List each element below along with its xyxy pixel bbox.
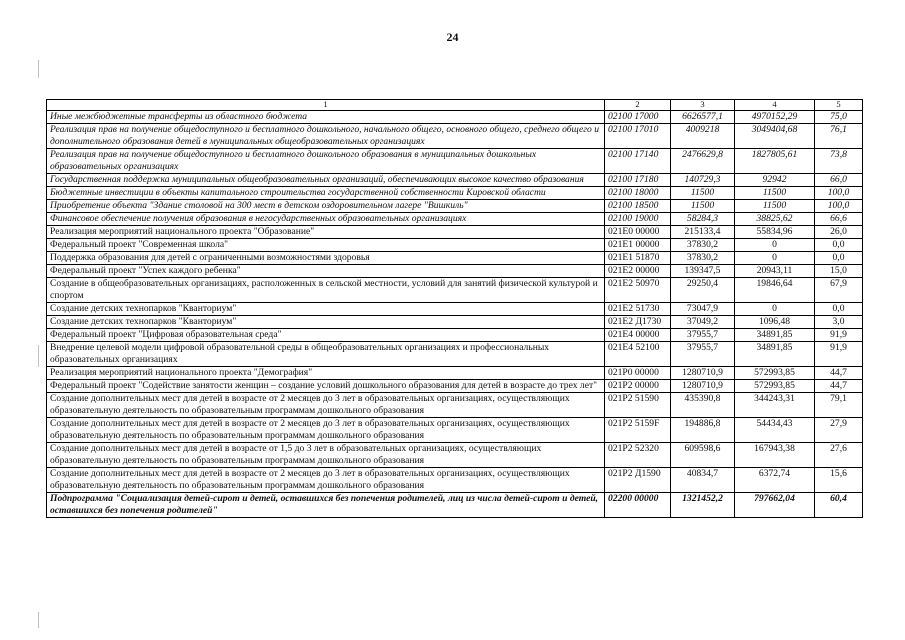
table-row <box>47 111 863 124</box>
planned-amount: 11500 <box>671 187 735 200</box>
execution-percent: 66,0 <box>815 174 863 187</box>
budget-classification-code: 021P2 Д1590 <box>605 468 671 493</box>
budget-item-name: Реализация прав на получение общедоступного и бесплатного дошкольного образования в муниципальных дошкольных образовательных организациях <box>47 149 605 174</box>
budget-item-name: Создание детских технопарков "Кванториум" <box>47 316 605 329</box>
budget-classification-code: 02100 17140 <box>605 149 671 174</box>
planned-amount: 140729,3 <box>671 174 735 187</box>
budget-classification-code: 02100 17180 <box>605 174 671 187</box>
execution-percent: 100,0 <box>815 187 863 200</box>
budget-classification-code: 021E2 00000 <box>605 265 671 278</box>
budget-item-name: Создание дополнительных мест для детей в возрасте от 1,5 до 3 лет в образовательных организациях, осуществляющих образовательную деятельность по образовательным программам дошкольного образования <box>47 443 605 468</box>
table-body <box>47 111 863 518</box>
scan-mark <box>38 60 39 78</box>
executed-amount: 344243,31 <box>735 393 815 418</box>
planned-amount: 1280710,9 <box>671 380 735 393</box>
planned-amount: 6626577,1 <box>671 111 735 124</box>
executed-amount: 54434,43 <box>735 418 815 443</box>
executed-amount: 19846,64 <box>735 278 815 303</box>
executed-amount: 572993,85 <box>735 367 815 380</box>
budget-classification-code: 021E2 50970 <box>605 278 671 303</box>
scan-mark <box>38 345 39 367</box>
execution-percent: 27,6 <box>815 443 863 468</box>
budget-item-name: Реализация мероприятий национального проекта "Демография" <box>47 367 605 380</box>
execution-percent: 3,0 <box>815 316 863 329</box>
column-header: 2 <box>605 100 671 111</box>
execution-percent: 0,0 <box>815 303 863 316</box>
execution-percent: 73,8 <box>815 149 863 174</box>
column-header: 4 <box>735 100 815 111</box>
planned-amount: 37830,2 <box>671 252 735 265</box>
execution-percent: 0,0 <box>815 239 863 252</box>
budget-classification-code: 021E0 00000 <box>605 226 671 239</box>
execution-percent: 67,9 <box>815 278 863 303</box>
table-row <box>47 278 863 303</box>
execution-percent: 79,1 <box>815 393 863 418</box>
table-row <box>47 380 863 393</box>
budget-item-name: Реализация прав на получение общедоступного и бесплатного дошкольного, начального общего, основного общего, среднего общего и дополнительного образования детей в муниципальных общеобразовательных организациях <box>47 124 605 149</box>
page-number: 24 <box>446 30 459 44</box>
table-row <box>47 149 863 174</box>
execution-percent: 26,0 <box>815 226 863 239</box>
table-row <box>47 200 863 213</box>
table-row <box>47 493 863 518</box>
table-row <box>47 393 863 418</box>
table-row <box>47 316 863 329</box>
budget-item-name: Создание детских технопарков "Кванториум" <box>47 303 605 316</box>
budget-classification-code: 021E1 00000 <box>605 239 671 252</box>
executed-amount: 572993,85 <box>735 380 815 393</box>
budget-classification-code: 02100 19000 <box>605 213 671 226</box>
executed-amount: 6372,74 <box>735 468 815 493</box>
executed-amount: 11500 <box>735 187 815 200</box>
table-row <box>47 329 863 342</box>
table-row <box>47 265 863 278</box>
budget-item-name: Создание дополнительных мест для детей в возрасте от 2 месяцев до 3 лет в образовательных организациях, осуществляющих образовательную деятельность по образовательным программам дошкольного образования <box>47 468 605 493</box>
planned-amount: 609598,6 <box>671 443 735 468</box>
planned-amount: 2476629,8 <box>671 149 735 174</box>
budget-item-name: Иные межбюджетные трансферты из областного бюджета <box>47 111 605 124</box>
budget-classification-code: 02100 17010 <box>605 124 671 149</box>
budget-classification-code: 02100 18500 <box>605 200 671 213</box>
execution-percent: 15,6 <box>815 468 863 493</box>
executed-amount: 38825,62 <box>735 213 815 226</box>
table-row <box>47 303 863 316</box>
planned-amount: 37049,2 <box>671 316 735 329</box>
budget-item-name: Федеральный проект "Содействие занятости женщин – создание условий дошкольного образования для детей в возрасте до трех лет" <box>47 380 605 393</box>
budget-item-name: Федеральный проект "Цифровая образовательная среда" <box>47 329 605 342</box>
budget-item-name: Создание дополнительных мест для детей в возрасте от 2 месяцев до 3 лет в образовательных организациях, осуществляющих образовательную деятельность по образовательным программам дошкольного образования <box>47 418 605 443</box>
executed-amount: 167943,38 <box>735 443 815 468</box>
execution-percent: 75,0 <box>815 111 863 124</box>
execution-percent: 0,0 <box>815 252 863 265</box>
budget-classification-code: 021P2 52320 <box>605 443 671 468</box>
table-row <box>47 342 863 367</box>
execution-percent: 100,0 <box>815 200 863 213</box>
execution-percent: 76,1 <box>815 124 863 149</box>
executed-amount: 797662,04 <box>735 493 815 518</box>
budget-classification-code: 02100 17000 <box>605 111 671 124</box>
budget-classification-code: 021E2 Д1730 <box>605 316 671 329</box>
budget-item-name: Поддержка образования для детей с ограниченными возможностями здоровья <box>47 252 605 265</box>
executed-amount: 4970152,29 <box>735 111 815 124</box>
budget-item-name: Федеральный проект "Успех каждого ребенка" <box>47 265 605 278</box>
executed-amount: 0 <box>735 303 815 316</box>
budget-item-name: Создание в общеобразовательных организациях, расположенных в сельской местности, условий для занятий физической культурой и спортом <box>47 278 605 303</box>
execution-percent: 66,6 <box>815 213 863 226</box>
table-row <box>47 226 863 239</box>
budget-classification-code: 021P0 00000 <box>605 367 671 380</box>
planned-amount: 37830,2 <box>671 239 735 252</box>
budget-item-name: Государственная поддержка муниципальных общеобразовательных организаций, обеспечивающих высокое качество образования <box>47 174 605 187</box>
budget-item-name: Федеральный проект "Современная школа" <box>47 239 605 252</box>
planned-amount: 58284,3 <box>671 213 735 226</box>
execution-percent: 60,4 <box>815 493 863 518</box>
budget-classification-code: 021E1 51870 <box>605 252 671 265</box>
execution-percent: 44,7 <box>815 380 863 393</box>
budget-item-name: Создание дополнительных мест для детей в возрасте от 2 месяцев до 3 лет в образовательных организациях, осуществляющих образовательную деятельность по образовательным программам дошкольного образования <box>47 393 605 418</box>
execution-percent: 91,9 <box>815 342 863 367</box>
executed-amount: 20943,11 <box>735 265 815 278</box>
executed-amount: 11500 <box>735 200 815 213</box>
planned-amount: 1280710,9 <box>671 367 735 380</box>
table-row <box>47 213 863 226</box>
budget-classification-code: 02200 00000 <box>605 493 671 518</box>
execution-percent: 15,0 <box>815 265 863 278</box>
planned-amount: 73047,9 <box>671 303 735 316</box>
budget-item-name: Подпрограмма "Социализация детей-сирот и детей, оставшихся без попечения родителей, лиц из числа детей-сирот и детей, оставшихся без попечения родителей" <box>47 493 605 518</box>
table-row <box>47 367 863 380</box>
execution-percent: 44,7 <box>815 367 863 380</box>
table-row <box>47 124 863 149</box>
header-row <box>47 100 863 111</box>
planned-amount: 37955,7 <box>671 342 735 367</box>
executed-amount: 1827805,61 <box>735 149 815 174</box>
scan-mark <box>38 612 39 628</box>
table-row <box>47 418 863 443</box>
table-row <box>47 443 863 468</box>
planned-amount: 215133,4 <box>671 226 735 239</box>
table-row <box>47 239 863 252</box>
budget-classification-code: 021E2 51730 <box>605 303 671 316</box>
budget-table <box>46 99 863 518</box>
executed-amount: 92942 <box>735 174 815 187</box>
budget-classification-code: 021P2 00000 <box>605 380 671 393</box>
budget-classification-code: 021P2 51590 <box>605 393 671 418</box>
execution-percent: 91,9 <box>815 329 863 342</box>
budget-item-name: Реализация мероприятий национального проекта "Образование" <box>47 226 605 239</box>
budget-classification-code: 021P2 5159F <box>605 418 671 443</box>
planned-amount: 29250,4 <box>671 278 735 303</box>
budget-item-name: Финансовое обеспечение получения образования в негосударственных образовательных организациях <box>47 213 605 226</box>
budget-item-name: Приобретение объекта "Здание столовой на 300 мест в детском оздоровительном лагере "Вишкиль" <box>47 200 605 213</box>
executed-amount: 34891,85 <box>735 329 815 342</box>
table-row <box>47 174 863 187</box>
planned-amount: 37955,7 <box>671 329 735 342</box>
budget-item-name: Бюджетные инвестиции в объекты капитального строительства государственной собственности Кировской области <box>47 187 605 200</box>
planned-amount: 4009218 <box>671 124 735 149</box>
budget-classification-code: 021E4 52100 <box>605 342 671 367</box>
column-header: 1 <box>47 100 605 111</box>
executed-amount: 0 <box>735 252 815 265</box>
executed-amount: 34891,85 <box>735 342 815 367</box>
planned-amount: 194886,8 <box>671 418 735 443</box>
planned-amount: 1321452,2 <box>671 493 735 518</box>
column-header: 5 <box>815 100 863 111</box>
executed-amount: 1096,48 <box>735 316 815 329</box>
execution-percent: 27,9 <box>815 418 863 443</box>
budget-item-name: Внедрение целевой модели цифровой образовательной среды в общеобразовательных организациях и профессиональных образовательных организациях <box>47 342 605 367</box>
executed-amount: 3049404,68 <box>735 124 815 149</box>
executed-amount: 0 <box>735 239 815 252</box>
planned-amount: 139347,5 <box>671 265 735 278</box>
column-header: 3 <box>671 100 735 111</box>
budget-classification-code: 021E4 00000 <box>605 329 671 342</box>
table-row <box>47 468 863 493</box>
table-row <box>47 252 863 265</box>
planned-amount: 11500 <box>671 200 735 213</box>
budget-classification-code: 02100 18000 <box>605 187 671 200</box>
planned-amount: 40834,7 <box>671 468 735 493</box>
executed-amount: 55834,96 <box>735 226 815 239</box>
table-row <box>47 187 863 200</box>
planned-amount: 435390,8 <box>671 393 735 418</box>
